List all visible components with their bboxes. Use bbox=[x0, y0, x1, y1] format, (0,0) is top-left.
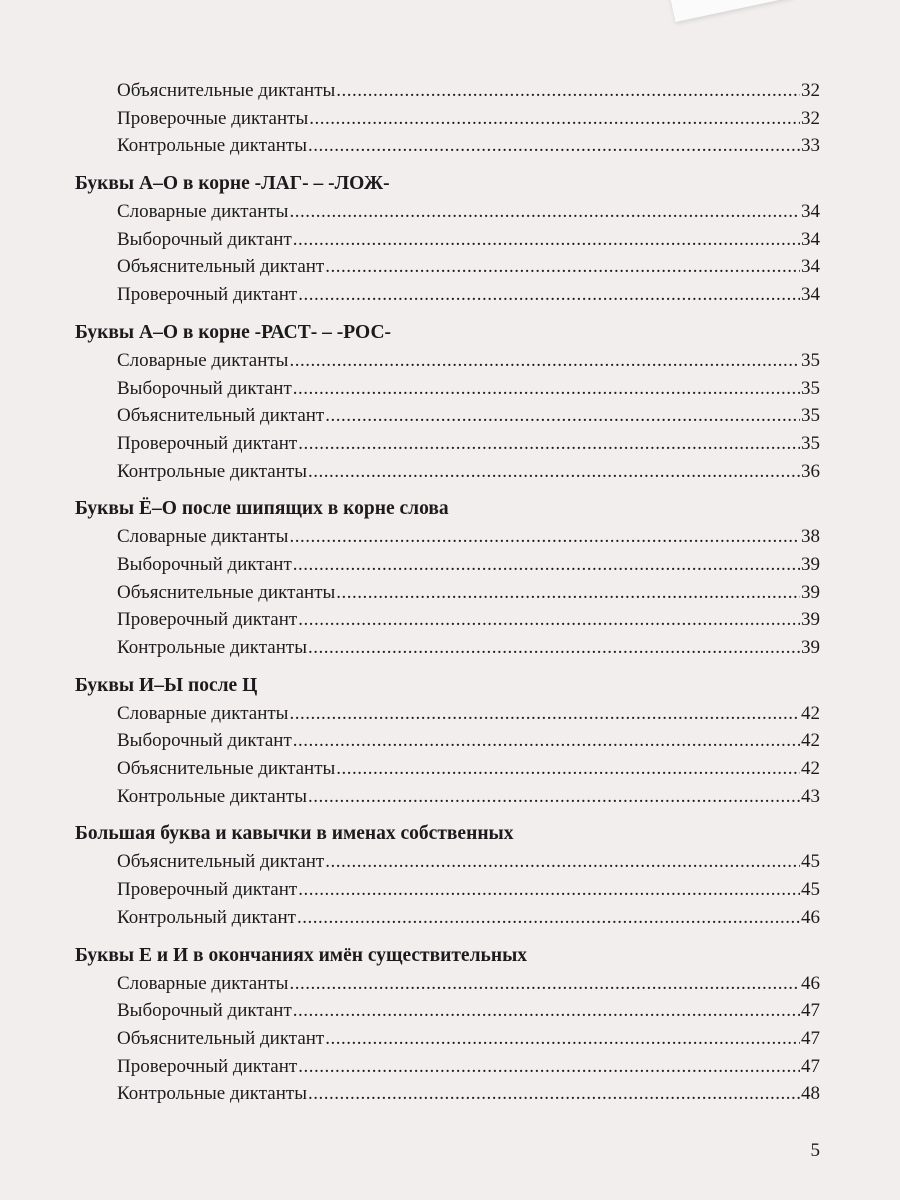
toc-entry[interactable] bbox=[75, 461, 820, 489]
entry-title: Проверочный диктант bbox=[117, 432, 298, 454]
entry-page: 34 bbox=[801, 256, 820, 278]
dot-leader bbox=[293, 229, 800, 251]
toc-entry[interactable] bbox=[75, 786, 820, 814]
toc-entry[interactable] bbox=[75, 637, 820, 665]
entry-title: Контрольные диктанты bbox=[117, 135, 307, 157]
toc-section bbox=[75, 823, 820, 934]
toc-section bbox=[75, 675, 820, 814]
toc-entry[interactable] bbox=[75, 135, 820, 163]
entry-title: Проверочный диктант bbox=[117, 1055, 298, 1077]
entry-page: 47 bbox=[801, 1000, 820, 1022]
entry-title: Проверочные диктанты bbox=[117, 107, 309, 129]
toc-entry[interactable] bbox=[75, 201, 820, 229]
entry-page: 35 bbox=[801, 405, 820, 427]
dot-leader bbox=[309, 108, 800, 130]
dot-leader bbox=[289, 526, 800, 548]
dot-leader bbox=[297, 907, 800, 929]
entry-title: Словарные диктанты bbox=[117, 349, 289, 371]
entry-title: Выборочный диктант bbox=[117, 730, 292, 752]
dot-leader bbox=[293, 554, 800, 576]
toc-entry[interactable] bbox=[75, 108, 820, 136]
entry-title: Контрольные диктанты bbox=[117, 785, 307, 807]
toc-entry[interactable] bbox=[75, 703, 820, 731]
entry-page: 47 bbox=[801, 1027, 820, 1049]
entry-title: Выборочный диктант bbox=[117, 1000, 292, 1022]
entry-title: Контрольные диктанты bbox=[117, 460, 307, 482]
entry-title: Контрольный диктант bbox=[117, 906, 296, 928]
dot-leader bbox=[298, 284, 800, 306]
section-heading: Буквы Ё–О после шипящих в корне слова bbox=[75, 498, 449, 520]
toc-entry[interactable] bbox=[75, 1000, 820, 1028]
entry-page: 35 bbox=[801, 432, 820, 454]
toc-entry[interactable] bbox=[75, 554, 820, 582]
dot-leader bbox=[325, 851, 800, 873]
entry-page: 35 bbox=[801, 349, 820, 371]
dot-leader bbox=[293, 1000, 800, 1022]
entry-page: 34 bbox=[801, 201, 820, 223]
entry-title: Проверочный диктант bbox=[117, 609, 298, 631]
dot-leader bbox=[308, 1083, 800, 1105]
dot-leader bbox=[325, 256, 800, 278]
dot-leader bbox=[308, 637, 800, 659]
entry-page: 36 bbox=[801, 460, 820, 482]
entry-page: 47 bbox=[801, 1055, 820, 1077]
toc-entry[interactable] bbox=[75, 526, 820, 554]
entry-title: Объяснительные диктанты bbox=[117, 758, 336, 780]
entry-page: 45 bbox=[801, 879, 820, 901]
toc-section bbox=[75, 322, 820, 488]
entry-title: Контрольные диктанты bbox=[117, 1083, 307, 1105]
toc-entry[interactable] bbox=[75, 851, 820, 879]
dot-leader bbox=[336, 80, 800, 102]
dot-leader bbox=[298, 879, 800, 901]
page-corner bbox=[667, 0, 793, 22]
entry-page: 46 bbox=[801, 906, 820, 928]
toc-entry[interactable] bbox=[75, 609, 820, 637]
toc-entry[interactable] bbox=[75, 1083, 820, 1111]
entry-page: 46 bbox=[801, 972, 820, 994]
toc-entry[interactable] bbox=[75, 256, 820, 284]
entry-title: Словарные диктанты bbox=[117, 702, 289, 724]
entry-page: 42 bbox=[801, 730, 820, 752]
entry-title: Словарные диктанты bbox=[117, 972, 289, 994]
toc-entry[interactable] bbox=[75, 284, 820, 312]
entry-page: 39 bbox=[801, 553, 820, 575]
entry-title: Словарные диктанты bbox=[117, 526, 289, 548]
section-heading: Буквы А–О в корне -ЛАГ- – -ЛОЖ- bbox=[75, 173, 390, 195]
toc-entry[interactable] bbox=[75, 582, 820, 610]
toc-entry[interactable] bbox=[75, 758, 820, 786]
entry-title: Объяснительный диктант bbox=[117, 405, 325, 427]
entry-page: 45 bbox=[801, 851, 820, 873]
entry-page: 33 bbox=[801, 135, 820, 157]
entry-page: 39 bbox=[801, 609, 820, 631]
entry-title: Проверочный диктант bbox=[117, 879, 298, 901]
dot-leader bbox=[336, 582, 800, 604]
dot-leader bbox=[308, 786, 800, 808]
entry-page: 34 bbox=[801, 228, 820, 250]
dot-leader bbox=[289, 350, 800, 372]
dot-leader bbox=[293, 730, 800, 752]
toc-entry[interactable] bbox=[75, 405, 820, 433]
entry-title: Контрольные диктанты bbox=[117, 637, 307, 658]
entry-page: 34 bbox=[801, 284, 820, 306]
entry-title: Выборочный диктант bbox=[117, 553, 292, 575]
dot-leader bbox=[336, 758, 800, 780]
toc-section bbox=[75, 173, 820, 312]
entry-page: 38 bbox=[801, 526, 820, 548]
section-heading: Буквы И–Ы после Ц bbox=[75, 674, 258, 696]
entry-title: Объяснительный диктант bbox=[117, 1027, 325, 1049]
entry-page: 43 bbox=[801, 785, 820, 807]
section-heading: Буквы А–О в корне -РАСТ- – -РОС- bbox=[75, 321, 392, 343]
section-heading: Буквы Е и И в окончаниях имён существительных bbox=[75, 944, 528, 966]
entry-title: Объяснительный диктант bbox=[117, 256, 325, 278]
toc-entry[interactable] bbox=[75, 433, 820, 461]
dot-leader bbox=[298, 1056, 800, 1078]
toc-entry[interactable] bbox=[75, 730, 820, 758]
toc-entry[interactable] bbox=[75, 350, 820, 378]
entry-page: 42 bbox=[801, 758, 820, 780]
toc-section bbox=[75, 80, 820, 163]
toc-entry[interactable] bbox=[75, 907, 820, 935]
toc-entry[interactable] bbox=[75, 1056, 820, 1084]
dot-leader bbox=[325, 405, 800, 427]
entry-page: 42 bbox=[801, 702, 820, 724]
dot-leader bbox=[289, 973, 800, 995]
table-of-contents bbox=[75, 80, 820, 1111]
section-heading: Большая буква и кавычки в именах собственных bbox=[75, 823, 514, 845]
dot-leader bbox=[308, 461, 800, 483]
entry-title: Объяснительный диктант bbox=[117, 851, 325, 873]
entry-page: 35 bbox=[801, 377, 820, 399]
entry-title: Выборочный диктант bbox=[117, 228, 292, 250]
entry-page: 32 bbox=[801, 107, 820, 129]
entry-page: 39 bbox=[801, 637, 820, 658]
toc-entry[interactable] bbox=[75, 879, 820, 907]
entry-page: 32 bbox=[801, 80, 820, 101]
toc-entry[interactable] bbox=[75, 378, 820, 406]
entry-title: Словарные диктанты bbox=[117, 201, 289, 223]
toc-entry[interactable] bbox=[75, 1028, 820, 1056]
toc-entry[interactable] bbox=[75, 973, 820, 1001]
dot-leader bbox=[289, 201, 800, 223]
dot-leader bbox=[289, 703, 800, 725]
toc-entry[interactable] bbox=[75, 229, 820, 257]
entry-title: Проверочный диктант bbox=[117, 284, 298, 306]
toc-entry[interactable] bbox=[75, 80, 820, 108]
entry-page: 48 bbox=[801, 1083, 820, 1105]
dot-leader bbox=[298, 433, 800, 455]
toc-section bbox=[75, 498, 820, 664]
page-number: 5 bbox=[810, 1140, 820, 1161]
dot-leader bbox=[293, 378, 800, 400]
dot-leader bbox=[325, 1028, 800, 1050]
dot-leader bbox=[298, 609, 800, 631]
toc-section bbox=[75, 945, 820, 1111]
dot-leader bbox=[308, 135, 800, 157]
entry-page: 39 bbox=[801, 581, 820, 603]
entry-title: Выборочный диктант bbox=[117, 377, 292, 399]
entry-title: Объяснительные диктанты bbox=[117, 80, 336, 101]
entry-title: Объяснительные диктанты bbox=[117, 581, 336, 603]
